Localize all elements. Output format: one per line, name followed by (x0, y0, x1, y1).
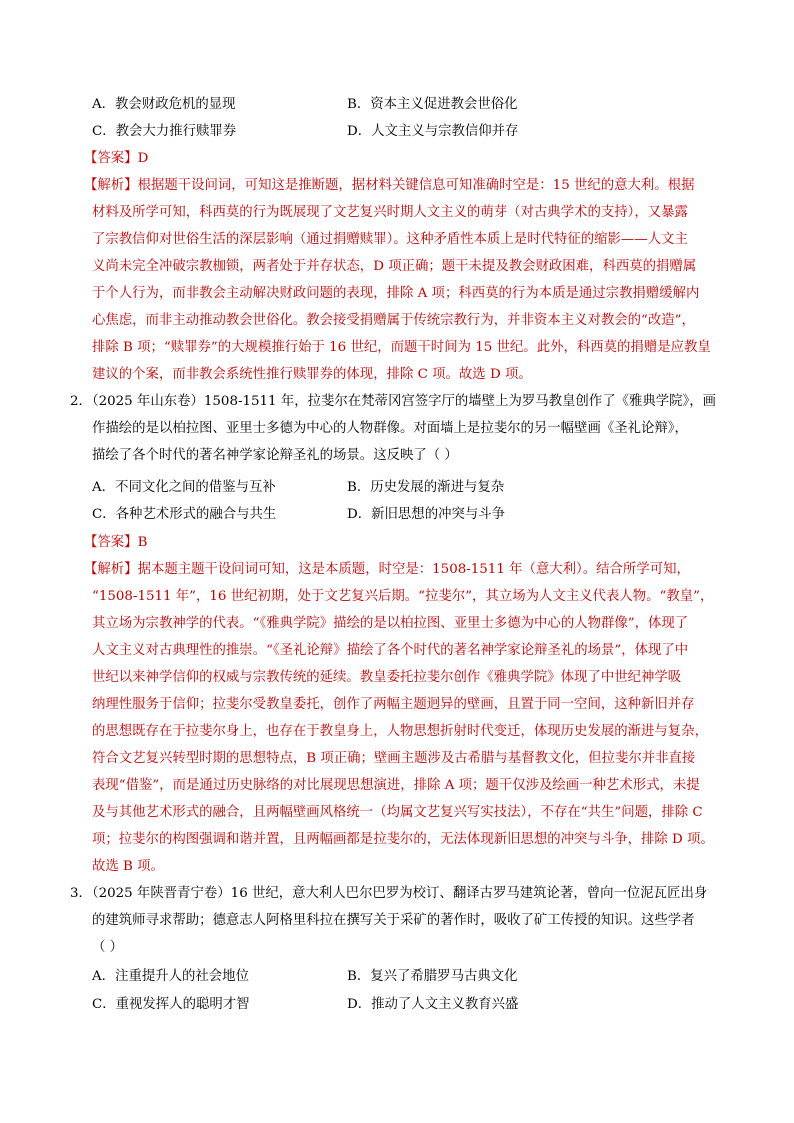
q2-option-c: C．各种艺术形式的融合与共生 (92, 507, 277, 522)
q1-analysis-line-5: 于个人行为，而非教会主动解决财政问题的表现，排除 A 项；科西莫的行为本质是通过宗教捐赠缓解内 (92, 286, 700, 301)
q3-option-a: A．注重提升人的社会地位 (92, 969, 249, 984)
q2-analysis-line-7: 的思想既存在于拉斐尔身上，也存在于教皇身上，人物思想折射时代变迁，体现历史发展的渐进与复杂， (92, 724, 708, 739)
q1-analysis-line-3: 了宗教信仰对世俗生活的深层影响（通过捐赠赎罪）。这种矛盾性本质上是时代特征的缩影——人文主 (92, 232, 688, 247)
q2-answer: 【答案】B (84, 535, 148, 550)
q2-analysis-line-4: 人文主义对古典理性的推崇。“《圣礼论辩》描绘了各个时代的著名神学家论辩圣礼的场景”，体现了中 (92, 643, 689, 658)
q2-stem-line-1: 2．（2025 年山东卷）1508-1511 年，拉斐尔在梵蒂冈宫签字厅的墙壁上为罗马教皇创作了《雅典学院》，画 (70, 394, 717, 409)
q1-analysis-line-8: 建议的个案，而非教会系统性推行赎罪券的体现，排除 C 项。故选 D 项。 (92, 367, 532, 382)
q1-option-b: B．资本主义促进教会世俗化 (347, 97, 518, 112)
q3-stem-line-2: 的建筑师寻求帮助；德意志人阿格里科拉在撰写关于采矿的著作时，吸收了矿工传授的知识。这些学者 (92, 913, 695, 928)
q2-analysis-line-3: 其立场为宗教神学的代表。“《雅典学院》描绘的是以柏拉图、亚里士多德为中心的人物群像”，体现了 (92, 616, 689, 631)
q2-analysis-line-12: 故选 B 项。 (92, 859, 164, 874)
q2-analysis-line-11: 项；拉斐尔的构图强调和谐并置，且两幅画都是拉斐尔的，无法体现新旧思想的冲突与斗争，排除 D 项。 (92, 832, 714, 847)
q2-analysis-line-5: 世纪以来神学信仰的权威与宗教传统的延续。教皇委托拉斐尔创作《雅典学院》体现了中世纪神学吸 (92, 670, 682, 685)
q3-option-d: D．推动了人文主义教育兴盛 (347, 997, 519, 1012)
q2-stem-line-2: 作描绘的是以柏拉图、亚里士多德为中心的人物群像。对面墙上是拉斐尔的另一幅壁画《圣礼论辩》， (92, 421, 688, 436)
q2-stem-line-3: 描绘了各个时代的著名神学家论辩圣礼的场景。这反映了（ ） (92, 448, 458, 463)
q2-analysis-line-1: 【解析】据本题主题干设问词可知，这是本质题，时空是：1508-1511 年（意大利）。结合所学可知， (84, 562, 690, 577)
q1-option-c: C．教会大力推行赎罪券 (92, 124, 237, 139)
q2-analysis-line-8: 符合文艺复兴转型时期的思想特点，B 项正确；壁画主题涉及古希腊与基督教文化，但拉斐尔并非直接 (92, 751, 696, 766)
q2-option-d: D．新旧思想的冲突与斗争 (347, 507, 506, 522)
q2-analysis-line-9: 表现“借鉴”，而是通过历史脉络的对比展现思想演进，排除 A 项；题干仅涉及绘画一种艺术形式，未提 (92, 778, 700, 793)
q1-answer: 【答案】D (84, 151, 149, 166)
q1-analysis-line-7: 排除 B 项；“赎罪券”的大规模推行始于 16 世纪，而题干时间为 15 世纪。此外，科西莫的捐赠是应教皇 (92, 340, 711, 355)
q2-option-a: A．不同文化之间的借鉴与互补 (92, 480, 276, 495)
q3-stem-line-1: 3．（2025 年陕晋青宁卷）16 世纪，意大利人巴尔巴罗为校订、翻译古罗马建筑论著，曾向一位泥瓦匠出身 (70, 886, 708, 901)
q2-analysis-line-2: “1508-1511 年”，16 世纪初期，处于文艺复兴后期。“拉斐尔”，其立场为人文主义代表人物。“教皇”， (92, 589, 714, 604)
q1-analysis-line-1: 【解析】根据题干设问词，可知这是推断题，据材料关键信息可知准确时空是：15 世纪的意大利。根据 (84, 178, 695, 193)
q1-option-d: D．人文主义与宗教信仰并存 (347, 124, 519, 139)
q1-option-a: A．教会财政危机的显现 (92, 97, 236, 112)
q2-analysis-line-10: 及与其他艺术形式的融合，且两幅壁画风格统一（均属文艺复兴写实技法），不存在“共生”问题，排除 C (92, 805, 703, 820)
q2-option-b: B．历史发展的渐进与复杂 (347, 480, 505, 495)
q1-analysis-line-6: 心焦虑，而非主动推动教会世俗化。教会接受捐赠属于传统宗教行为，并非资本主义对教会的“改造”， (92, 313, 695, 328)
q3-option-b: B．复兴了希腊罗马古典文化 (347, 969, 518, 984)
q3-option-c: C．重视发挥人的聪明才智 (92, 997, 250, 1012)
q1-analysis-line-4: 义尚未完全冲破宗教枷锁，两者处于并存状态，D 项正确；题干未提及教会财政困难，科西莫的捐赠属 (92, 259, 697, 274)
q2-analysis-line-6: 纳理性服务于信仰；拉斐尔受教皇委托，创作了两幅主题迥异的壁画，且置于同一空间，这种新旧并存 (92, 697, 695, 712)
q3-stem-line-3: （ ） (92, 940, 124, 955)
q1-analysis-line-2: 材料及所学可知，科西莫的行为既展现了文艺复兴时期人文主义的萌芽（对古典学术的支持），又暴露 (92, 205, 688, 220)
